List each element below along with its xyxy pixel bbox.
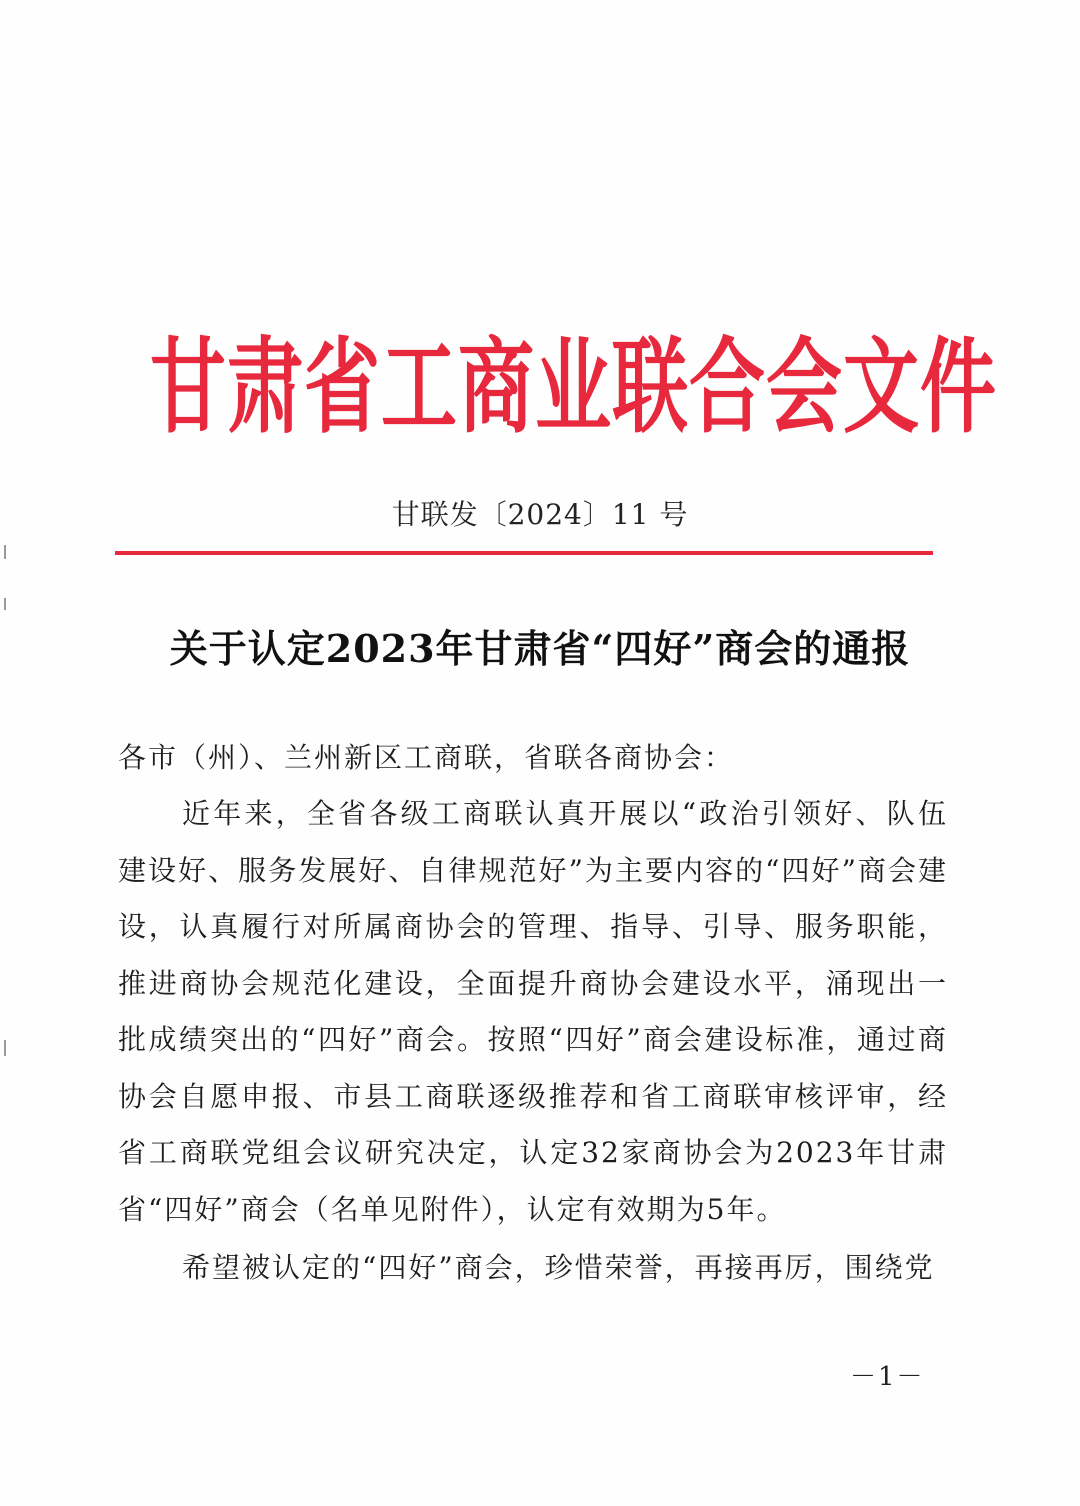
body-paragraph-1: 近年来，全省各级工商联认真开展以“政治引领好、队伍建设好、服务发展好、自律规范好”为主要内容的“四好”商会建设，认真履行对所属商协会的管理、指导、引导、服务职能，推进商协会规范化建设，全面提升商协会建设水平，涌现出一批成绩突出的“四好”商会。按照“四好”商会建设标准，通过商协会自愿申报、市县工商联逐级推荐和省工商联审核评审，经省工商联党组会议研究决定，认定32家商协会为2023年甘肃省“四好”商会（名单见附件），认定有效期为5年。 xyxy=(118,797,948,1226)
scan-margin-mark xyxy=(4,598,6,610)
page-number: －1－ xyxy=(850,1362,925,1392)
document-masthead: 甘肃省工商业联合会文件 xyxy=(150,326,997,447)
addressee-line: 各市（州）、兰州新区工商联，省联各商协会： xyxy=(118,741,735,774)
red-separator-line xyxy=(115,551,933,555)
notice-title: 关于认定2023年甘肃省“四好”商会的通报 xyxy=(169,626,911,671)
body-paragraph-2: 希望被认定的“四好”商会，珍惜荣誉，再接再厉，围绕党 xyxy=(182,1251,935,1284)
scan-margin-mark xyxy=(4,1040,6,1056)
scan-margin-mark xyxy=(4,545,6,559)
document-number: 甘联发〔2024〕11 号 xyxy=(391,498,689,531)
